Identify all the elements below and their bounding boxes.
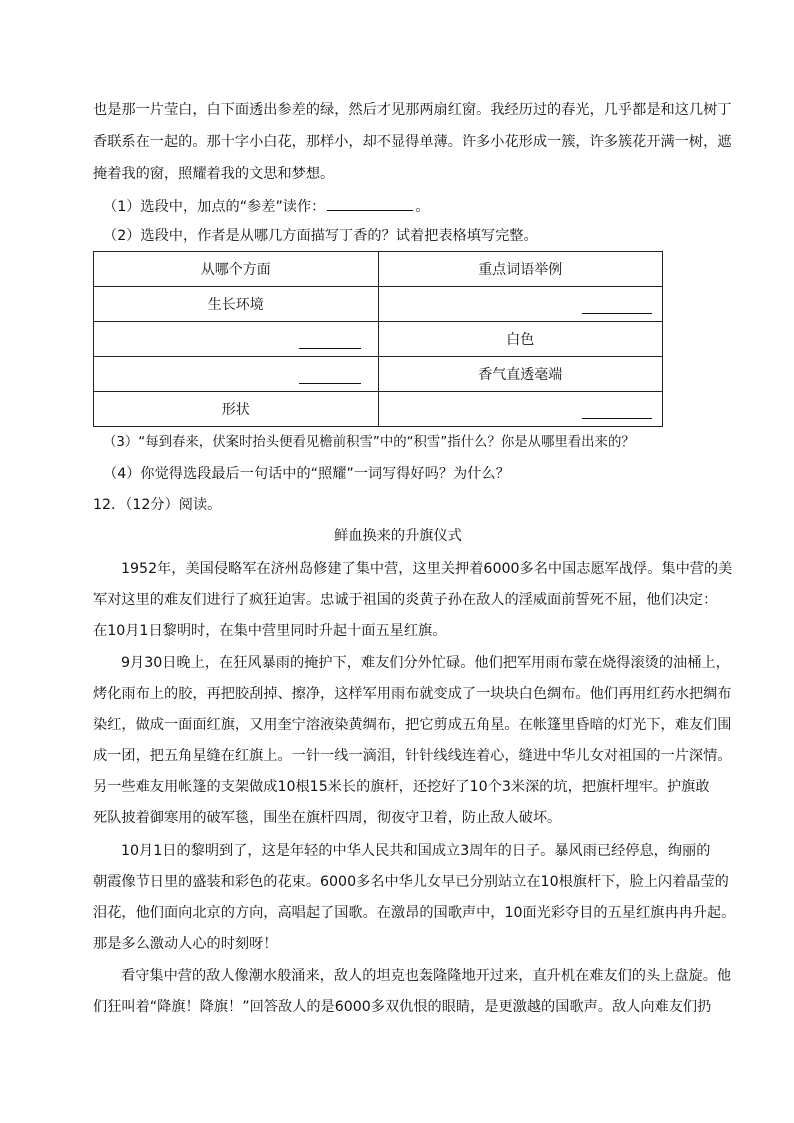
table-cell-aspect: 形状 xyxy=(94,392,379,427)
article-line: 染红，做成一面面红旗，又用奎宁溶液染黄绸布，把它剪成五角星。在帐篷里昏暗的灯光下，难友们围 xyxy=(93,717,732,733)
answer-blank-line xyxy=(582,418,652,419)
table-row xyxy=(94,287,663,322)
table-cell-aspect: 生长环境 xyxy=(94,287,379,322)
table-header-keywords: 重点词语举例 xyxy=(378,252,663,287)
answer-table xyxy=(93,251,663,427)
table-cell-keyword: 白色 xyxy=(378,322,663,357)
table-cell-keyword: 香气直透毫端 xyxy=(378,357,663,392)
table-row xyxy=(94,322,663,357)
article-line: 死队披着御寒用的破军毯，围坐在旗杆四周，彻夜守卫着，防止敌人破坏。 xyxy=(93,810,562,826)
article-line: 那是多么激动人心的时刻呀！ xyxy=(93,936,278,952)
article-line: 成一团，把五角星缝在红旗上。一针一线一滴泪，针针线线连着心，缝进中华儿女对祖国的一片深情。 xyxy=(93,748,732,764)
table-cell-blank[interactable] xyxy=(378,392,663,427)
article-line: 看守集中营的敌人像潮水般涌来，敌人的坦克也轰隆隆地开过来，直升机在难友们的头上盘旋。他 xyxy=(121,968,732,984)
table-header-row xyxy=(94,252,663,287)
passage-line-2: 香联系在一起的。那十字小白花，那样小，却不显得单薄。许多小花形成一簇，许多簇花开满一树，遮 xyxy=(93,134,732,150)
passage-line-3: 掩着我的窗，照耀着我的文思和梦想。 xyxy=(93,166,335,182)
article-line: 9月30日晚上，在狂风暴雨的掩护下，难友们分外忙碌。他们把军用雨布蒙在烧得滚烫的油桶上， xyxy=(121,655,730,671)
table-header-aspect: 从哪个方面 xyxy=(94,252,379,287)
answer-blank-line xyxy=(299,383,361,384)
table-cell-blank[interactable] xyxy=(378,287,663,322)
question-1-end: 。 xyxy=(415,199,430,215)
article-line: 朝霞像节日里的盛装和彩色的花束。6000多名中华儿女早已分别站立在10根旗杆下，脸上闪着晶莹的 xyxy=(93,874,729,890)
question-2: （2）选段中，作者是从哪几方面描写丁香的？试着把表格填写完整。 xyxy=(103,228,538,244)
question-1-text: （1）选段中，加点的“参差”读作： xyxy=(103,199,326,215)
answer-blank-line xyxy=(299,348,361,349)
table-row xyxy=(94,392,663,427)
question-3: （3）“每到春来，伏案时抬头便看见檐前积雪”中的“积雪”指什么？你是从哪里看出来的？ xyxy=(103,435,635,450)
answer-blank-line xyxy=(582,313,652,314)
article-line: 在10月1日黎明时，在集中营里同时升起十面五星红旗。 xyxy=(93,623,447,639)
article-line: 泪花，他们面向北京的方向，高唱起了国歌。在激昂的国歌声中，10面光彩夺目的五星红旗冉冉升起。 xyxy=(93,905,736,921)
table-cell-blank[interactable] xyxy=(94,322,379,357)
article-line: 烤化雨布上的胶，再把胶刮掉、擦净，这样军用雨布就变成了一块块白色绸布。他们再用红药水把绸布 xyxy=(93,686,732,702)
article-line: 另一些难友用帐篷的支架做成10根15米长的旗杆，还挖好了10个3米深的坑，把旗杆埋牢。护旗敢 xyxy=(93,779,710,795)
article-title: 鲜血换来的升旗仪式 xyxy=(334,528,462,544)
table-row xyxy=(94,357,663,392)
question-4: （4）你觉得选段最后一句话中的“照耀”一词写得好吗？为什么？ xyxy=(103,466,510,482)
article-line: 10月1日的黎明到了，这是年轻的中华人民共和国成立3周年的日子。暴风雨已经停息，绚丽的 xyxy=(121,843,711,859)
question-12-header: 12．（12分）阅读。 xyxy=(93,497,222,513)
article-line: 们狂叫着“降旗！降旗！”回答敌人的是6000多双仇恨的眼睛，是更激越的国歌声。敌人向难友们扔 xyxy=(93,999,712,1015)
article-line: 1952年，美国侵略军在济州岛修建了集中营，这里关押着6000多名中国志愿军战俘。集中营的美 xyxy=(121,561,733,577)
article-line: 军对这里的难友们进行了疯狂迫害。忠诚于祖国的炎黄子孙在敌人的淫威面前誓死不屈，他们决定： xyxy=(93,592,718,608)
answer-blank-1[interactable] xyxy=(327,196,413,211)
question-1 xyxy=(103,196,703,217)
table-cell-blank[interactable] xyxy=(94,357,379,392)
passage-line-1: 也是那一片莹白，白下面透出参差的绿，然后才见那两扇红窗。我经历过的春光，几乎都是和这几树丁 xyxy=(93,102,732,118)
